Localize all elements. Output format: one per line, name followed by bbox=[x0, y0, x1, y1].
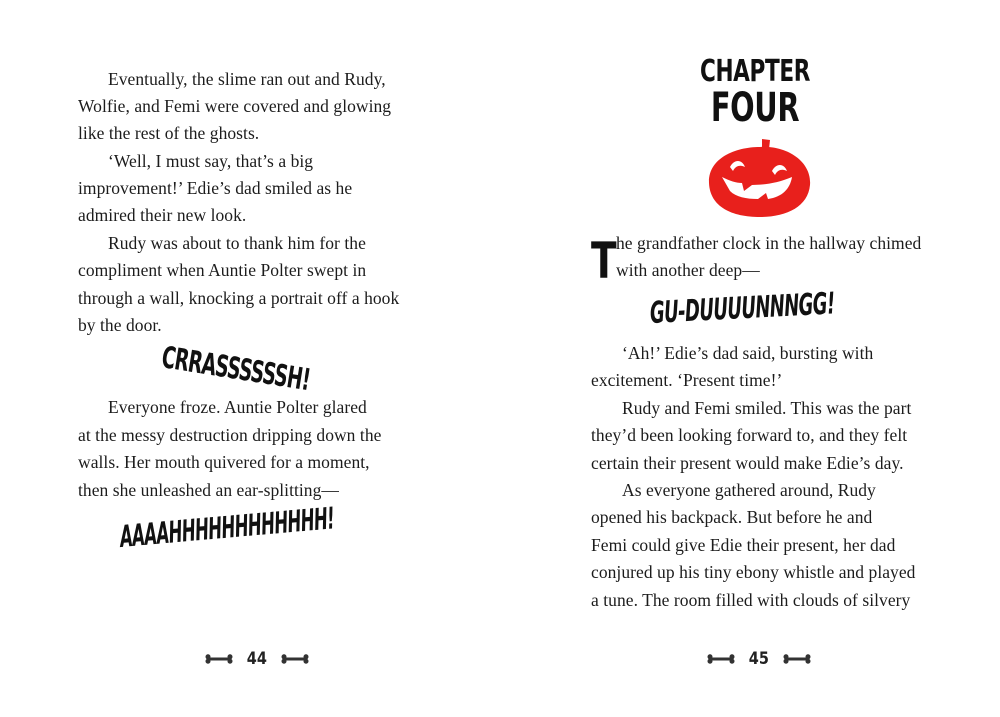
text-line: walls. Her mouth quivered for a moment, bbox=[78, 452, 370, 472]
page-number: 45 bbox=[748, 649, 769, 669]
text-line: with another deep— bbox=[616, 260, 760, 280]
text-line: he grandfather clock in the hallway chimed bbox=[616, 233, 922, 253]
bone-icon bbox=[783, 654, 811, 664]
drop-cap: T bbox=[591, 232, 617, 290]
page-footer bbox=[205, 646, 309, 672]
sound-effect-scream: AAAAHHHHHHHHHHHH! bbox=[118, 501, 336, 555]
text-line: Everyone froze. Auntie Polter glared bbox=[108, 397, 367, 417]
text-line: improvement!’ Edie’s dad smiled as he bbox=[78, 178, 353, 198]
bone-icon bbox=[205, 654, 233, 664]
text-line: Rudy was about to thank him for the bbox=[108, 233, 366, 253]
text-line: conjured up his tiny ebony whistle and played bbox=[591, 562, 916, 582]
page-number: 44 bbox=[246, 649, 267, 669]
text-line: ‘Well, I must say, that’s a big bbox=[108, 151, 314, 171]
text-line: through a wall, knocking a portrait off a hook bbox=[78, 288, 400, 308]
chapter-label: CHAPTER bbox=[699, 54, 811, 89]
text-line: Eventually, the slime ran out and Rudy, bbox=[108, 69, 386, 89]
sound-effect-crash: CRRASSSSSSH! bbox=[159, 340, 313, 399]
bone-icon bbox=[281, 654, 309, 664]
bone-icon bbox=[707, 654, 735, 664]
text-line: admired their new look. bbox=[78, 205, 247, 225]
text-line: like the rest of the ghosts. bbox=[78, 123, 260, 143]
right-page bbox=[500, 0, 1000, 717]
text-line: Wolfie, and Femi were covered and glowing bbox=[78, 96, 392, 116]
text-line: Rudy and Femi smiled. This was the part bbox=[622, 398, 912, 418]
text-line: certain their present would make Edie’s day. bbox=[591, 453, 904, 473]
text-line: then she unleashed an ear-splitting— bbox=[78, 480, 339, 500]
sound-effect-clock-chime: GU-DUUUUNNNGG! bbox=[649, 286, 836, 331]
text-line: ‘Ah!’ Edie’s dad said, bursting with bbox=[622, 343, 874, 363]
text-line: at the messy destruction dripping down the bbox=[78, 425, 382, 445]
text-line: excitement. ‘Present time!’ bbox=[591, 370, 783, 390]
text-line: by the door. bbox=[78, 315, 162, 335]
text-line: Femi could give Edie their present, her dad bbox=[591, 535, 896, 555]
page-footer bbox=[707, 646, 811, 672]
text-line: compliment when Auntie Polter swept in bbox=[78, 260, 367, 280]
text-line: As everyone gathered around, Rudy bbox=[622, 480, 876, 500]
chapter-number: FOUR bbox=[710, 85, 800, 131]
text-line: a tune. The room filled with clouds of silvery bbox=[591, 590, 911, 610]
jack-o-lantern-icon bbox=[706, 137, 814, 219]
text-line: opened his backpack. But before he and bbox=[591, 507, 873, 527]
text-line: they’d been looking forward to, and they felt bbox=[591, 425, 908, 445]
